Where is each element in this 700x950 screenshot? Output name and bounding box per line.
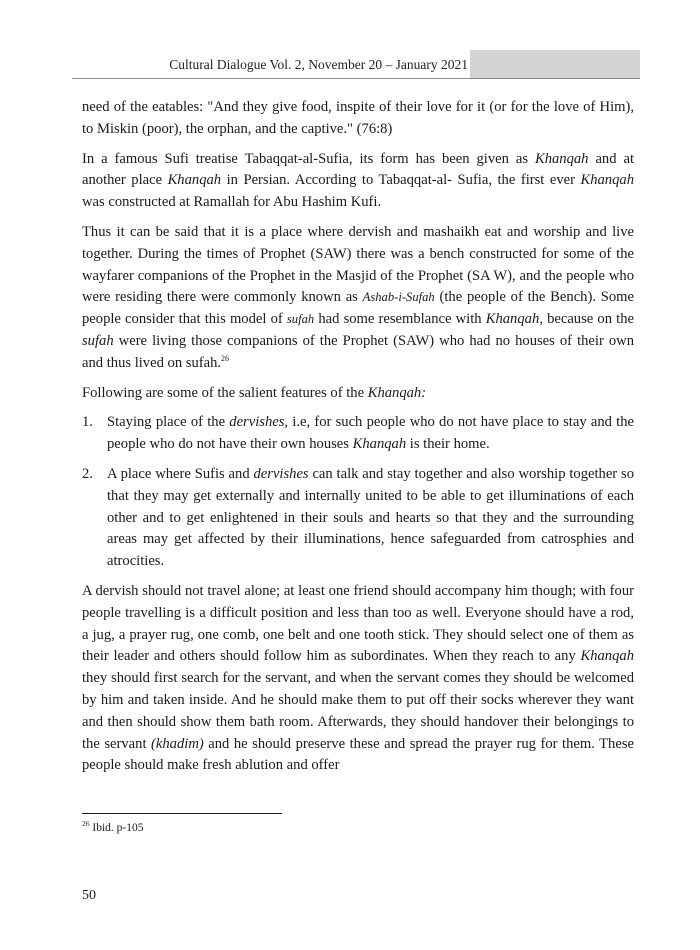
body-text: [82, 97, 634, 785]
footnote-ref[interactable]: 26: [221, 353, 230, 363]
text-run: and he should preserve these and spread the prayer rug for them. These people should make fresh ablution and offer: [82, 735, 634, 774]
footnote-number: 26: [82, 819, 90, 829]
italic-term: Khanqah: [580, 172, 634, 189]
list-item: [82, 464, 634, 573]
text-run: had some resemblance with: [314, 311, 486, 328]
italic-term: Khanqah:: [367, 384, 427, 401]
paragraph-2: [82, 149, 634, 214]
text-run: In a famous Sufi treatise Tabaqqat-al-Sufia, its form has been given as: [82, 150, 535, 167]
text-run: they should first search for the servant, and when the servant comes they should be welcomed by him and taken inside. And he should make them to put off their socks wherever they want and then should show them bath room. Afterwards, they should handover their belongings to the servant: [82, 670, 634, 752]
italic-term: (khadim): [151, 735, 204, 752]
paragraph-4: [82, 383, 634, 405]
italic-term: sufah: [286, 312, 315, 327]
journal-title: Cultural Dialogue Vol. 2, November 20 – January 2021: [169, 57, 468, 72]
page-number: 50: [82, 888, 96, 903]
italic-term: Khanqah: [352, 436, 407, 453]
italic-term: Khanqah: [167, 172, 222, 189]
paragraph-5: [82, 581, 634, 777]
text-run: in Persian. According to Tabaqqat-al- Sufia, the first ever: [221, 172, 581, 189]
features-list: [82, 412, 634, 573]
text-run: Staying place of the: [107, 414, 230, 431]
text-run: (the people of the Bench). Some people consider that this model of: [82, 289, 634, 328]
footnote-separator: [82, 813, 282, 814]
list-number: 2.: [82, 465, 93, 482]
paragraph-1: need of the eatables: "And they give food, inspite of their love for it (or for the love of Him), to Miskin (poor), the orphan, and the captive." (76:8): [82, 99, 634, 137]
list-number: 1.: [82, 414, 93, 431]
italic-term: dervishes: [253, 465, 309, 482]
italic-term: Khanqah,: [485, 311, 543, 328]
running-header: [72, 50, 640, 79]
footnote: [82, 819, 144, 834]
text-run: A place where Sufis and: [107, 465, 254, 482]
italic-term: dervishes,: [229, 414, 289, 431]
italic-term: Ashab-i-Sufah: [362, 290, 435, 305]
text-run: is their home.: [406, 436, 490, 453]
text-run: Thus it can be said that it is a place where dervish and mashaikh eat and worship and live together. During the times of Prophet (SAW) there was a bench constructed for some of the wayfarer companions of the Prophet in the Masjid of the Prophet (SA W), and the people who were residing there were commonly known as: [82, 223, 634, 306]
italic-term: Khanqah: [534, 150, 589, 167]
text-run: i.e, for such people who do not have place to stay and the people who do not have their own houses: [107, 414, 634, 453]
paragraph-3: [82, 222, 634, 375]
text-run: can talk and stay together and also worship together so that they may get externally and internally united to be able to get illuminations of each other and to get enlightened in their souls and hearts so that they and the surrounding areas may get affected by their illuminations, hence safeguarded from catrosphies and atrocities.: [107, 465, 634, 570]
list-item: [82, 412, 634, 456]
header-shade-box: [470, 50, 640, 78]
footnote-text: Ibid. p-105: [92, 822, 144, 834]
italic-term: sufah: [82, 332, 114, 349]
text-run: Following are some of the salient features of the: [82, 384, 368, 401]
text-run: and at another place: [82, 150, 634, 189]
text-run: because on the: [542, 311, 634, 328]
text-run: was constructed at Ramallah for Abu Hashim Kufi.: [82, 194, 382, 211]
italic-term: Khanqah: [580, 648, 634, 665]
text-run: were living those companions of the Prophet (SAW) who had no houses of their own and thus lived on sufah.: [82, 332, 634, 371]
text-run: A dervish should not travel alone; at least one friend should accompany him though; with four people travelling is a difficult position and less than too as well. Everyone should have a rod, a jug, a prayer rug, one comb, one belt and one tooth stick. They should select one of them as their leader and others should follow him as subordinates. When they reach to any: [82, 582, 634, 665]
